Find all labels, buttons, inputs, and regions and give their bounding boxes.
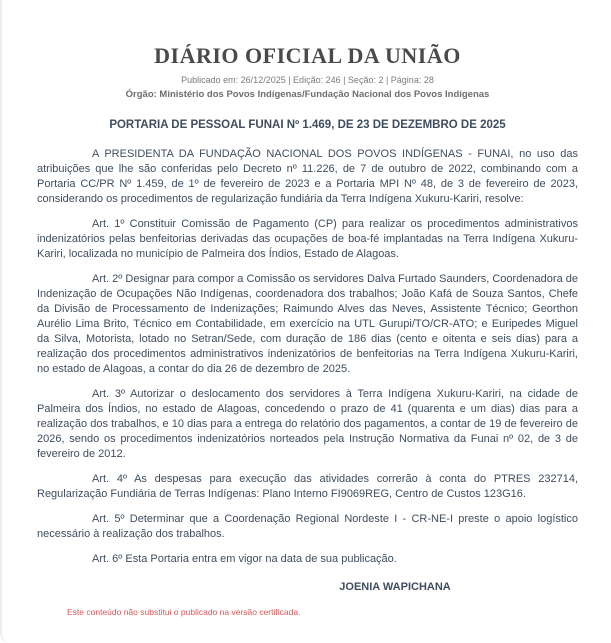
masthead — [37, 44, 578, 101]
article-1-paragraph: Art. 1º Constituir Comissão de Pagamento (CP) para realizar os procedimentos administrativos indenizatórios pelas benfeitorias derivadas das ocupações de boa-fé implantadas na Terra Indígena Xukuru-Kariri, localizada no município de Palmeira dos Índios, Estado de Alagoas. — [37, 218, 578, 260]
article-6-paragraph: Art. 6º Esta Portaria entra em vigor na data de sua publicação. — [92, 553, 397, 565]
certification-disclaimer: Este conteúdo não substitui o publicado na versão certificada. — [67, 607, 301, 617]
masthead-title: DIÁRIO OFICIAL DA UNIÃO — [154, 43, 461, 68]
publishing-organ: Órgão: Ministério dos Povos Indígenas/Fundação Nacional dos Povos Indígenas — [125, 89, 490, 100]
article-4-paragraph: Art. 4º As despesas para execução das atividades correrão à conta do PTRES 232714, Regularização Fundiária de Terras Indígenas: Plano Interno FI9069REG, Centro de Custos 123G16. — [37, 473, 578, 500]
preamble-paragraph: A PRESIDENTA DA FUNDAÇÃO NACIONAL DOS POVOS INDÍGENAS - FUNAI, no uso das atribuições que lhe são conferidas pelo Decreto nº 11.226, de 7 de outubro de 2022, combinando com a Portaria CC/PR Nº 1.459, de 1º de fevereiro de 2023 e a Portaria MPI Nº 48, de 3 de fevereiro de 2023, considerando os procedimentos de regularização fundiária da Terra Indígena Xukuru-Kariri, resolve: — [37, 148, 578, 205]
article-5-paragraph: Art. 5º Determinar que a Coordenação Regional Nordeste I - CR-NE-I preste o apoio logístico necessário à realização dos trabalhos. — [37, 513, 578, 540]
article-3-paragraph: Art. 3º Autorizar o deslocamento dos servidores à Terra Indígena Xukuru-Kariri, na cidade de Palmeira dos Índios, no estado de Alagoas, concedendo o prazo de 41 (quarenta e um dias) dias para a realização dos trabalhos, e 10 dias para a entrega do relatório dos pagamentos, a contar de 19 de fevereiro de 2026, sendo os procedimentos indenizatórios norteados pela Instrução Normativa da Funai nº 02, de 3 de fevereiro de 2012. — [37, 388, 578, 460]
signature-name: JOENIA WAPICHANA — [339, 581, 451, 593]
document-title: PORTARIA DE PESSOAL FUNAI Nº 1.469, DE 23 DE DEZEMBRO DE 2025 — [109, 119, 506, 131]
document-body — [37, 147, 578, 567]
article-2-paragraph: Art. 2º Designar para compor a Comissão os servidores Dalva Furtado Saunders, Coordenadora de Indenização de Ocupações Não Indígenas, coordenadora dos trabalhos; João Kafá de Souza Santos, Chefe da Divisão de Processamento de Indenizações; Raimundo Alves das Neves, Assistente Técnico; Georthon Aurélio Lima Brito, Técnico em Contabilidade, em exercício na UTL Gurupi/TO/CR-ATO; e Euripedes Miguel da Silva, Motorista, lotado no Setran/Sede, com duração de 186 dias (cento e oitenta e seis dias) para a realização dos procedimentos administrativos indenizatórios de benfeitorias na Terra Indígena Xukuru-Kariri, no estado de Alagoas, a contar do dia 26 de dezembro de 2025. — [37, 273, 578, 375]
publication-meta: Publicado em: 26/12/2025 | Edição: 246 | Seção: 2 | Página: 28 — [181, 75, 434, 85]
